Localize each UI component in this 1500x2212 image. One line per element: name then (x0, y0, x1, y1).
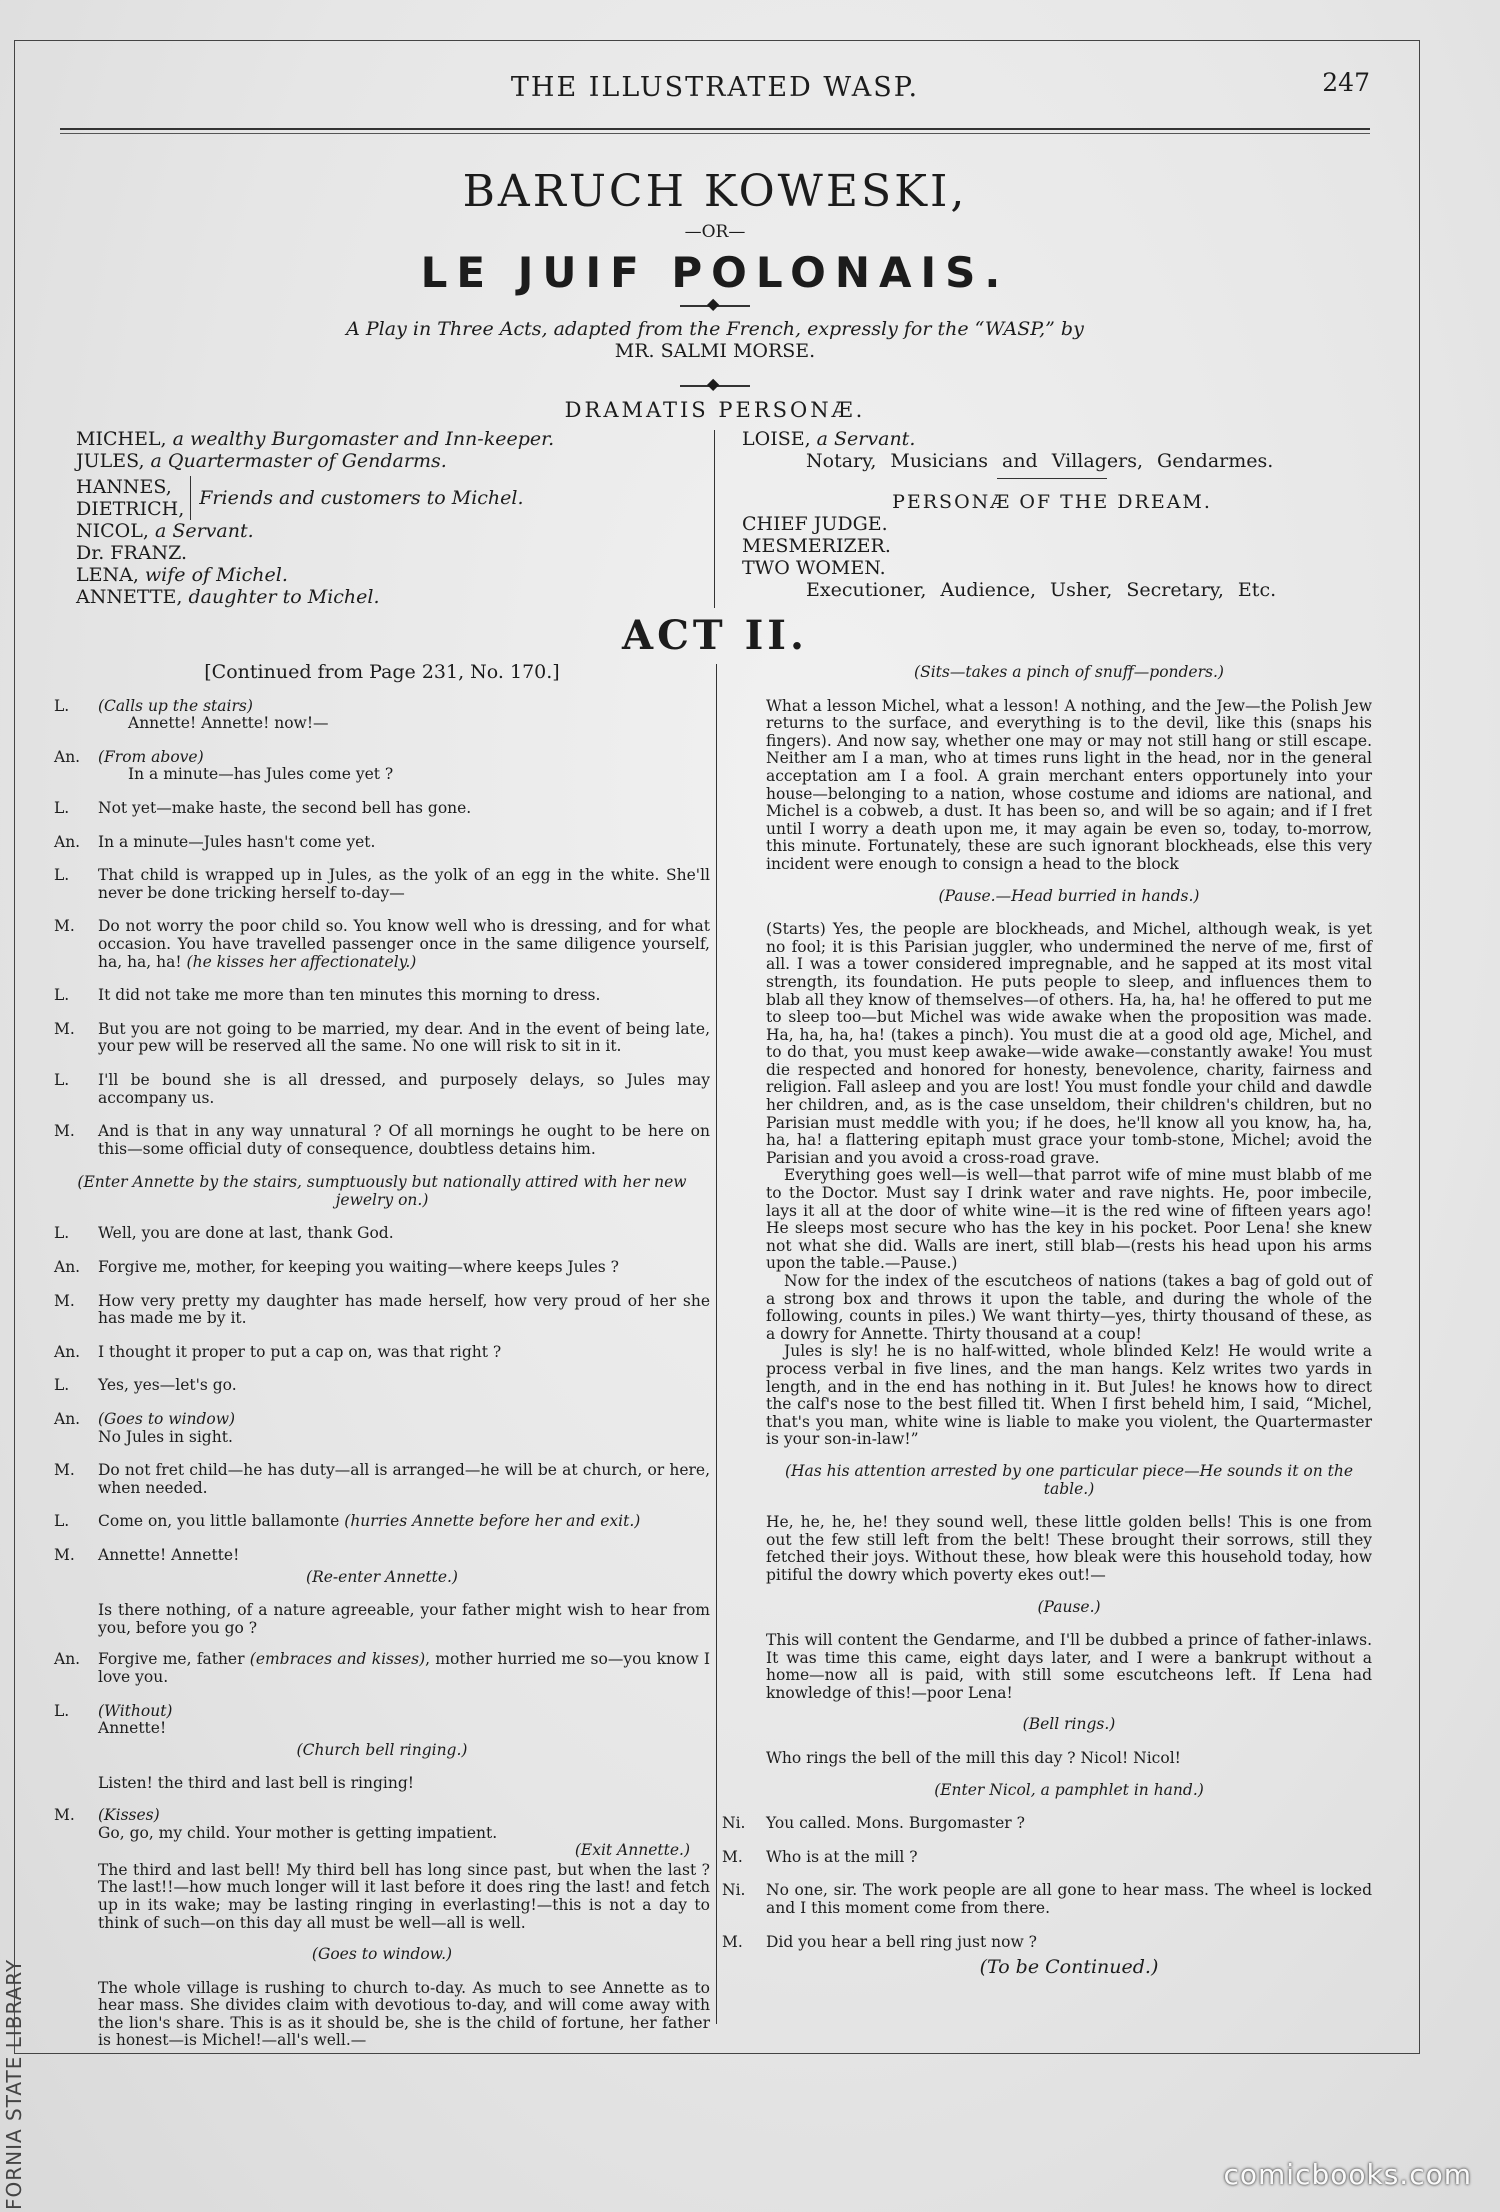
monologue-paragraph: He, he, he, he! they sound well, these little golden bells! This is one from out the few still left from the belt! These brought their sorrows, still they fetched their joys. Without these, how bleak were this household today, how pitiful the dowry which poverty ekes out!— (766, 1513, 1372, 1584)
dialogue-line: L. Yes, yes—let's go. (54, 1376, 237, 1395)
cast-divider (714, 430, 715, 608)
dialogue-line: M. Who is at the mill ? (722, 1847, 918, 1866)
stage-direction: (Pause.—Head burried in hands.) (938, 886, 1200, 905)
cast-entry: CHIEF JUDGE. (742, 513, 888, 535)
cast-entry: LOISE, a Servant. (742, 428, 916, 450)
cast-entry: Dr. FRANZ. (76, 542, 188, 564)
play-tagline: A Play in Three Acts, adapted from the French, expressly for the “WASP,” by (346, 318, 1084, 340)
dialogue-line: An. I thought it proper to put a cap on, was that right ? (54, 1342, 502, 1361)
stage-direction: (Has his attention arrested by one particular piece—He sounds it on the table.) (784, 1461, 1354, 1498)
cast-extras: Notary, Musicians and Villagers, Gendarmes. (806, 450, 1274, 472)
dialogue-line: An. (From above) In a minute—has Jules come yet ? (54, 747, 394, 784)
cast-entry: LENA, wife of Michel. (76, 564, 288, 586)
monologue-paragraph: Who rings the bell of the mill this day ? Nicol! Nicol! (766, 1749, 1181, 1768)
ornament-rule (60, 380, 1370, 392)
dialogue-line: M. Do not worry the poor child so. You know well who is dressing, and for what occasion. You have travelled passenger once in the same diligence yourself, ha, ha, ha! (he kisses her affectionately.) (54, 917, 710, 971)
stage-direction: (Enter Nicol, a pamphlet in hand.) (934, 1780, 1204, 1799)
dialogue-line: M. And is that in any way unnatural ? Of all mornings he ought to be here on this—some official duty of consequence, doubtless detains him. (54, 1122, 710, 1158)
dream-heading: PERSONÆ OF THE DREAM. (892, 491, 1212, 513)
dialogue-line: L. I'll be bound she is all dressed, and purposely delays, so Jules may accompany us. (54, 1070, 710, 1107)
dialogue-line: M. (Kisses) Go, go, my child. Your mother is getting impatient. (54, 1805, 498, 1842)
stage-direction: (Sits—takes a pinch of snuff—ponders.) (914, 663, 1224, 681)
dialogue-line: L. (Calls up the stairs) Annette! Annette! now!— (54, 696, 329, 733)
site-watermark: comicbooks.com (1223, 2158, 1472, 2191)
stage-direction: (Bell rings.) (1022, 1715, 1116, 1734)
right-column (722, 663, 1372, 1993)
cast-entry: NICOL, a Servant. (76, 520, 254, 542)
header-rule (60, 128, 1370, 130)
dialogue-line: L. It did not take me more than ten minutes this morning to dress. (54, 986, 601, 1005)
monologue-paragraph: Jules is sly! he is no half-witted, whole blinded Kelz! He would write a process verbal in five lines, and the man hangs. Kelz writes two yards in length, and in the end has nothing in it. But Jules! he knows how to direct the calf's nose to the best filled tit. When I first beheld him, I said, “Michel, that's you man, white wine is liable to make you violent, the Quartermaster is your son-in-law!” (766, 1342, 1372, 1449)
dialogue-continuation: The third and last bell! My third bell has long since past, but when the last ? The last!!—how much longer will it last before it does ring the last! and fetch up in its wake; may be lasting ringing in everlasting!—this is not a day to think of such—on this day all must be well—all is well. (98, 1860, 710, 1932)
stage-direction: (Goes to window.) (311, 1945, 453, 1964)
continued-note: [Continued from Page 231, No. 170.] (204, 661, 560, 683)
dialogue-line: Ni. You called. Mons. Burgomaster ? (722, 1814, 1025, 1833)
cast-entry: TWO WOMEN. (742, 557, 886, 579)
dream-extras: Executioner, Audience, Usher, Secretary, Etc. (806, 579, 1277, 601)
monologue-paragraph: This will content the Gendarme, and I'll be dubbed a prince of father-inlaws. It was time this came, eight days later, and I were a bankrupt without a home—now all is paid, with still some escutcheons left. If Lena had knowledge of this!—poor Lena! (766, 1631, 1372, 1702)
play-title: BARUCH KOWESKI, (462, 166, 968, 217)
cast-entry: JULES, a Quartermaster of Gendarms. (76, 450, 447, 472)
header-rule-thin (60, 133, 1370, 134)
left-column (54, 661, 710, 2064)
dialogue-line: M. Annette! Annette! (54, 1546, 240, 1564)
dialogue-line: L. That child is wrapped up in Jules, as the yolk of an egg in the white. She'll never be done tricking herself to-day— (54, 866, 710, 902)
dialogue-line: An. In a minute—Jules hasn't come yet. (54, 832, 376, 851)
running-header (60, 68, 1370, 108)
cast-entry-friends: HANNES, DIETRICH, Friends and customers to Michel. (76, 476, 524, 520)
ornament-rule (60, 300, 1370, 312)
stage-direction: (Enter Annette by the stairs, sumptuously but nationally attired with her new jewelry on.) (77, 1173, 687, 1209)
play-subtitle: LE JUIF POLONAIS. (420, 248, 1010, 297)
cast-entry: ANNETTE, daughter to Michel. (76, 586, 380, 608)
dialogue-line: L. Well, you are done at last, thank God. (54, 1224, 394, 1243)
monologue-paragraph: What a lesson Michel, what a lesson! A nothing, and the Jew—the Polish Jew returns to the surface, and everything is to the devil, like this (snaps his fingers). And now say, whether one may or may not still hang or still escape. Neither am I a man, who at times runs light in the head, nor in the general acceptation am I a fool. A grain merchant enters opportunely into your house—belonging to a nation, whose costume and idioms are national, and Michel is a cobweb, a dust. It has been so, and will be so again; and if I fret until I worry a death upon me, it may again be even so, today, to-morrow, this minute. Fortunately, these are such ignorant blockheads, else this very incident were enough to consign a head to the block (766, 696, 1372, 873)
cast-entry: MICHEL, a wealthy Burgomaster and Inn-keeper. (76, 428, 555, 450)
to-be-continued: (To be Continued.) (979, 1956, 1159, 1979)
stage-direction: (Exit Annette.) (574, 1841, 690, 1860)
dialogue-line: M. How very pretty my daughter has made herself, how very proud of her she has made me by it. (54, 1291, 710, 1328)
library-stamp: FORNIA STATE LIBRARY (2, 1958, 26, 2210)
or-separator: —OR— (684, 222, 746, 242)
dialogue-line: L. Come on, you little ballamonte (hurries Annette before her and exit.) (54, 1512, 641, 1531)
stage-direction: (Re-enter Annette.) (306, 1567, 458, 1586)
stage-direction: (Church bell ringing.) (296, 1740, 468, 1759)
page-number: 247 (1322, 68, 1370, 97)
play-author: MR. SALMI MORSE. (614, 340, 816, 362)
monologue-paragraph: Everything goes well—is well—that parrot wife of mine must blabb of me to the Doctor. Must say I drink water and rave nights. He, poor imbecile, lays it all at the door of white wine—it is the red wine of fifteen years ago! He sleeps most secure who has the key in his pocket. Poor Lena! she knew not what she did. Walls are inert, still blab—(rests his head upon his arms upon the table.—Pause.) (766, 1166, 1372, 1273)
column-divider (716, 664, 717, 2024)
magazine-title: THE ILLUSTRATED WASP. (510, 72, 920, 103)
dialogue-line: Ni. No one, sir. The work people are all gone to hear mass. The wheel is locked and I this moment come from there. (722, 1881, 1372, 1918)
act-heading: ACT II. (622, 612, 808, 659)
dramatis-heading: DRAMATIS PERSONÆ. (564, 398, 866, 422)
dialogue-line: An. Forgive me, father (embraces and kisses), mother hurried me so—you know I love you. (54, 1650, 710, 1686)
monologue-paragraph: Now for the index of the escutcheos of nations (takes a bag of gold out of a strong box and throws it upon the table, and during the whole of the following, counts in piles.) We want thirty—yes, thirty thousand of these, as a dowry for Annette. Thirty thousand at a coup! (766, 1272, 1372, 1343)
cast-list-left (76, 428, 716, 608)
dialogue-line: An. Forgive me, mother, for keeping you waiting—where keeps Jules ? (54, 1258, 619, 1277)
dialogue-line: M. But you are not going to be married, my dear. And in the event of being late, your pew will be reserved all the same. No one will risk to sit in it. (54, 1019, 710, 1056)
dialogue-line: M. Do not fret child—he has duty—all is arranged—he will be at church, or here, when needed. (54, 1461, 710, 1497)
cast-list-right (742, 428, 1362, 601)
dialogue-line: L. (Without) Annette! (54, 1701, 173, 1738)
short-rule (997, 478, 1107, 479)
monologue-paragraph: (Starts) Yes, the people are blockheads, and Michel, although weak, is yet no fool; it is this Parisian juggler, who undermined the nerve of me, first of all. I was a tower considered impregnable, and he sapped at its most vital strength, its foundation. He puts people to sleep, and influences them to blab all they know of themselves—of others. Ha, ha, ha! he offered to put me to sleep too—but Michel was wide awake when the proposition was made. Ha, ha, ha, ha! (takes a pinch). You must die at a good old age, Michel, and to do that, you must keep awake—wide awake—constantly awake! You must die respected and honored for honesty, benevolence, charity, fairness and religion. Fall asleep and you are lost! You must fondle your child and dawdle her children, and, as is the case unseldom, their children's children, but no Parisian must meddle with you; if he does, he'll know all you know, ha, ha, ha, ha! a flattering epitaph must grace your tomb-stone, Michel; avoid the Parisian and you avoid a cross-road grave. (766, 920, 1372, 1167)
cast-entry: MESMERIZER. (742, 535, 891, 557)
dialogue-line: M. Did you hear a bell ring just now ? (722, 1932, 1037, 1951)
stage-direction: (Pause.) (1037, 1597, 1101, 1616)
dialogue-continuation: Listen! the third and last bell is ringing! (98, 1774, 415, 1793)
dialogue-line: L. Not yet—make haste, the second bell has gone. (54, 798, 472, 817)
dialogue-line: An. (Goes to window) No Jules in sight. (54, 1410, 236, 1446)
dialogue-continuation: Is there nothing, of a nature agreeable, your father might wish to hear from you, before you go ? (98, 1601, 710, 1637)
dialogue-continuation: The whole village is rushing to church to-day. As much to see Annette as to hear mass. She divides claim with devotious to-day, and will come away with the lion's share. This is as it should be, she is the child of fortune, her father is honest—is Michel!—all's well.— (98, 1978, 710, 2050)
